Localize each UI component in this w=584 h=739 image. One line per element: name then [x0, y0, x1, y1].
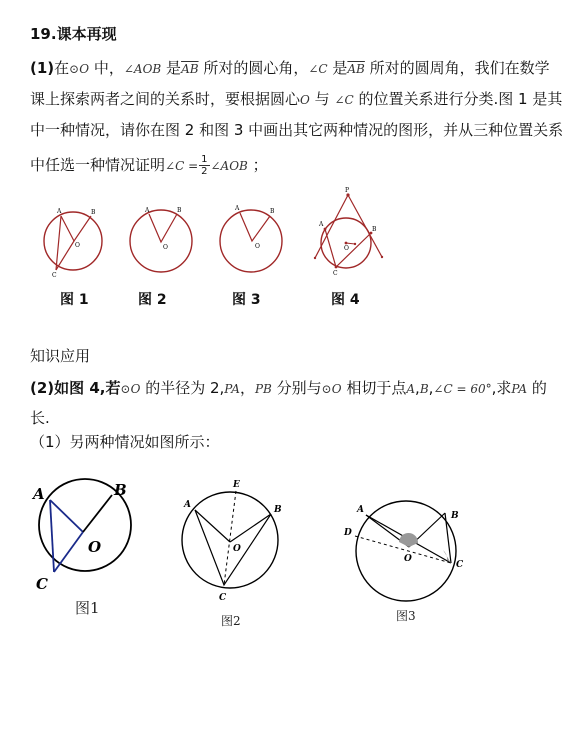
answer-figure-2 [182, 480, 282, 603]
small-fig1-label-b: B [91, 209, 96, 216]
answer-caption-1: 图1 [75, 599, 100, 617]
ans-fig2-label-a: A [184, 500, 191, 510]
part2-text-f: 的 [531, 379, 547, 397]
part1-line4 [30, 154, 268, 177]
small-figures [0, 180, 584, 290]
center-o: O [300, 93, 310, 107]
small-fig2-label-a: A [145, 207, 150, 214]
small-fig4-label-b: B [372, 226, 377, 233]
small-figure-3 [220, 205, 282, 272]
small-fig3-label-o: O [255, 243, 260, 250]
answer-caption-3: 图3 [396, 609, 416, 623]
part2-angle-c-eq: ∠C = 60° [433, 382, 492, 396]
angle-c: ∠C [308, 62, 328, 76]
arc-ab-2: $\overline{AB}$ [347, 62, 365, 76]
part2-text-b: 的半径为 2, [145, 379, 225, 397]
fraction-half [199, 154, 209, 177]
figure-label-2: 图 2 [138, 292, 167, 308]
small-fig2-label-o: O [163, 244, 168, 251]
small-fig4-label-p: P [345, 187, 350, 194]
part2-circle-o-2: ⊙O [321, 382, 342, 396]
part1-is: 是 [166, 59, 182, 77]
fraction-den: 2 [201, 166, 208, 177]
part1-is-2: 是 [332, 59, 348, 77]
small-fig2-label-b: B [177, 207, 182, 214]
figure-label-3: 图 3 [232, 292, 261, 308]
part1-with: 与 [314, 90, 330, 108]
part1-line1 [30, 58, 550, 79]
angle-aob: ∠AOB [123, 62, 162, 76]
part2-text-a: (2)如图 4,若 [30, 379, 121, 397]
small-figure-4 [314, 187, 383, 277]
angle-c-2: ∠C [334, 93, 354, 107]
small-fig4-label-c: C [333, 270, 338, 277]
small-figure-1 [44, 208, 102, 279]
ans-fig3-label-d: D [344, 528, 352, 538]
figure-label-4: 图 4 [331, 292, 360, 308]
part2-pa-2: PA [511, 382, 528, 396]
small-fig1-label-a: A [57, 208, 62, 215]
eq-lhs: ∠C = [165, 159, 199, 173]
ans-fig3-label-c: C [456, 560, 464, 570]
ans-fig2-label-b: B [274, 505, 282, 515]
part1-text-a: 在 [54, 59, 70, 77]
part1-line3: 中一种情况，请你在图 2 和图 3 中画出其它两种情况的图形，并从三种位置关系 [30, 121, 564, 139]
ans-fig3-label-o: O [404, 554, 412, 564]
part2-circle-o: ⊙O [120, 382, 141, 396]
ans-fig1-label-b: B [114, 481, 127, 499]
small-fig4-label-o: O [344, 245, 349, 252]
part1-text-c: 所对的圆心角， [203, 59, 309, 77]
part1-line4-end: ； [252, 156, 268, 174]
part2-line2: 长. [30, 409, 50, 427]
arc-ab: $\overline{AB}$ [181, 62, 199, 76]
part2-text-c: 分别与 [276, 379, 322, 397]
answer-caption-2: 图2 [221, 614, 241, 628]
ans-fig3-label-b: B [451, 511, 459, 521]
small-fig1-label-o: O [75, 242, 80, 249]
ans-fig1-label-c: C [36, 575, 48, 593]
answer-figure-1 [31, 479, 131, 593]
problem-title: 19.课本再现 [30, 25, 117, 43]
part1-text-d: 所对的圆周角，我们在数学 [369, 59, 550, 77]
part2-text-d: 相切于点 [346, 379, 407, 397]
ans-fig1-label-a: A [33, 485, 45, 503]
small-figure-2 [130, 207, 192, 272]
part2-b: B [419, 382, 429, 396]
ans-fig2-label-c: C [219, 593, 227, 603]
ans-fig3-label-a: A [357, 505, 364, 515]
part1-line4-a: 中任选一种情况证明 [30, 156, 166, 174]
part2-text-e: ,求 [491, 379, 512, 397]
fraction-num: 1 [201, 154, 208, 165]
part2-a: A [406, 382, 416, 396]
part1-line2-b: 的位置关系进行分类.图 1 是其 [358, 90, 563, 108]
part2-line1: (2)如图 4,若⊙O 的半径为 2,PA，PB 分别与⊙O 相切于点A,B,∠C = 60°,求PA 的 [30, 379, 547, 397]
part1-label: (1) [30, 59, 55, 77]
part1-line2 [30, 89, 562, 110]
part1-text-b: 中， [93, 59, 124, 77]
small-fig1-label-c: C [52, 272, 57, 279]
small-fig3-label-a: A [235, 205, 240, 212]
answer-figure-3 [343, 501, 464, 601]
circle-o-symbol: ⊙O [69, 62, 90, 76]
part2-pa: PA [224, 382, 240, 396]
part2-pb: PB [254, 382, 272, 396]
ans-fig2-label-e: E [233, 480, 240, 490]
section2-title: 知识应用 [30, 347, 91, 365]
figure-label-1: 图 1 [60, 292, 89, 308]
answer-line: （1）另两种情况如图所示： [30, 433, 220, 451]
ans-fig1-label-o: O [88, 538, 102, 556]
ans-fig2-label-o: O [233, 544, 241, 554]
eq-rhs: ∠AOB [210, 159, 248, 173]
small-fig4-label-a: A [319, 221, 324, 228]
small-fig3-label-b: B [270, 208, 275, 215]
part1-line2-a: 课上探索两者之间的关系时，要根据圆心 [30, 90, 301, 108]
part2-comma: ， [239, 379, 255, 397]
